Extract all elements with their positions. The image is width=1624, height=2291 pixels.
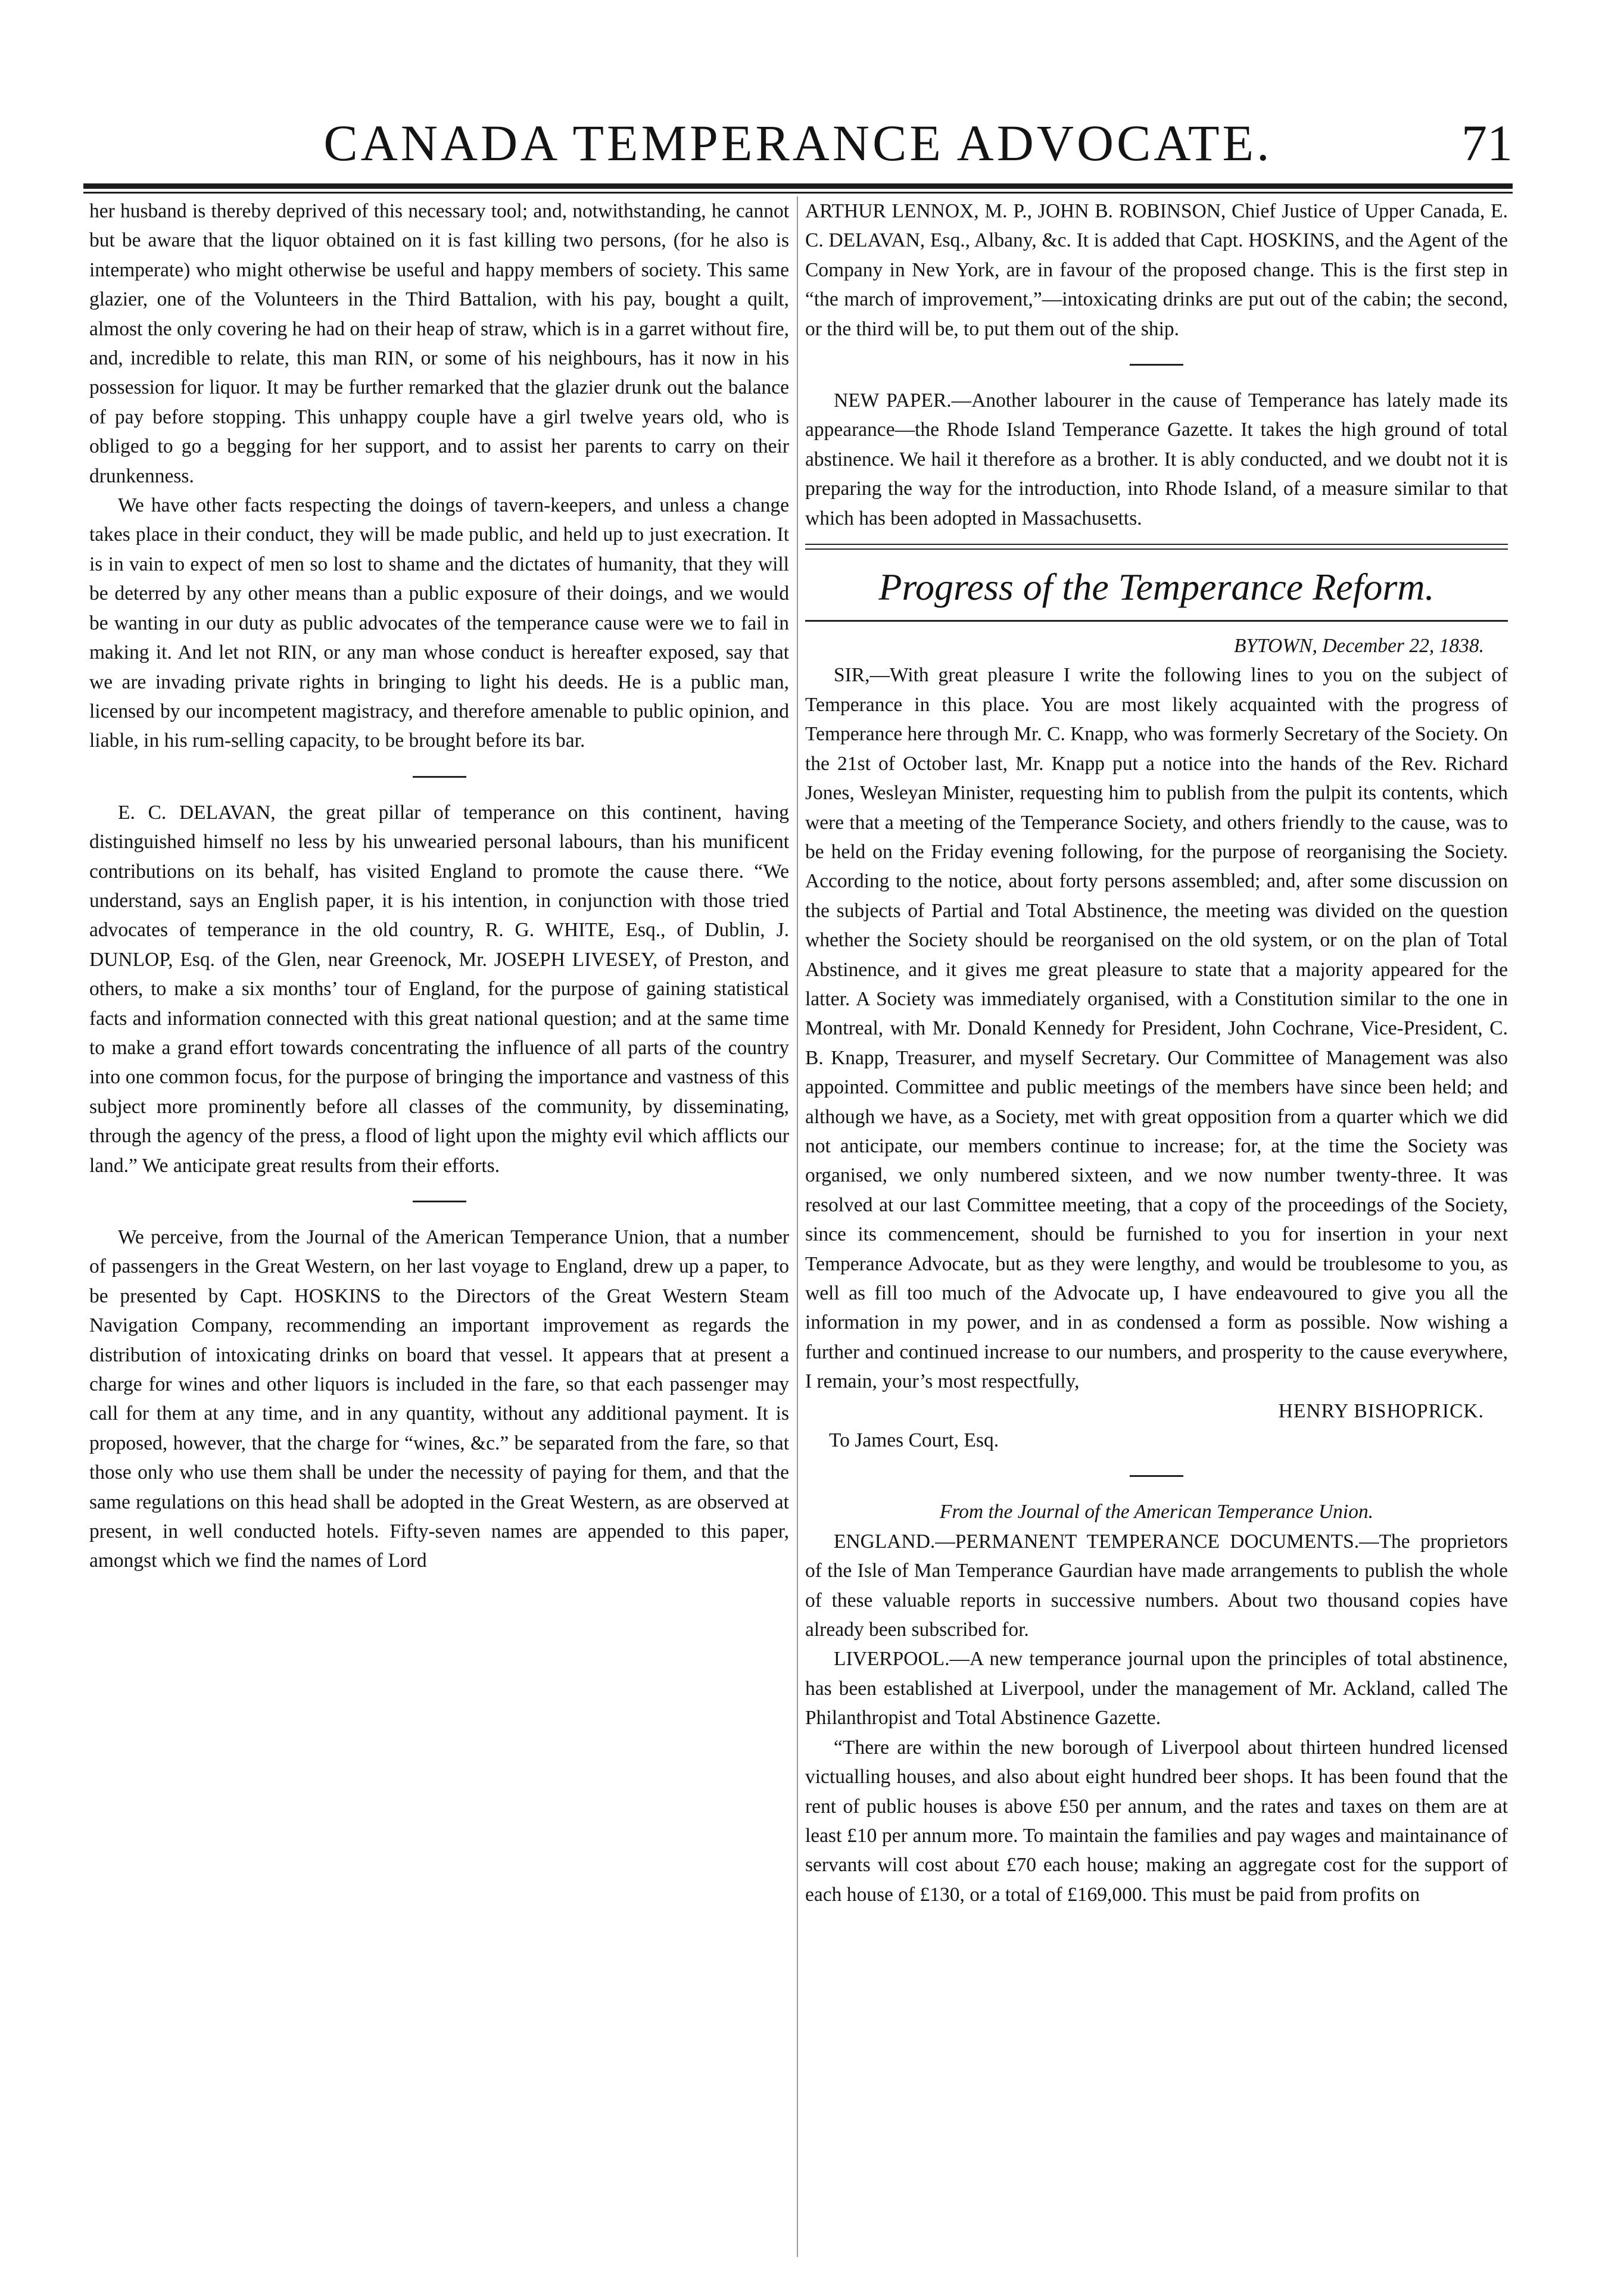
article-paragraph: E. C. DELAVAN, the great pillar of temperance on this continent, having distinguished himself no less by his unwearied personal labours, than his munificent contributions on its behalf, has visited England to promote the cause there. “We understand, says an English paper, it is his intention, in conjunction with those tried advocates of temperance in the old country, R. G. WHITE, Esq., of Dublin, J. DUNLOP, Esq. of the Glen, near Greenock, Mr. JOSEPH LIVESEY, of Preston, and others, to make a six months’ tour of England, for the purpose of gaining statistical facts and information connected with this great national question; and at the same time to make a grand effort towards concentrating the influence of all parts of the country into one common focus, for the purpose of bringing the importance and vastness of this subject more prominently before all classes of the community, by disseminating, through the agency of the press, a flood of light upon the mighty evil which afflicts our land.” We anticipate great results from their efforts. xyxy=(89,801,789,1177)
article-paragraph: We perceive, from the Journal of the American Temperance Union, that a number of passengers in the Great Western, on her last voyage to England, drew up a paper, to be presented by Capt. HOSKINS to the Directors of the Great Western Steam Navigation Company, recommending an important improvement as regards the distribution of intoxicating drinks on board that vessel. It appears that at present a charge for wines and other liquors is included in the fare, so that each passenger may call for them at any time, and in any quantity, without any additional payment. It is proposed, however, that the charge for “wines, &c.” be separated from the fare, so that those only who use them shall be under the necessity of paying for them, and that the same regulations on this head shall be adopted in the Great Western, as are observed at present, in well conducted hotels. Fifty-seven names are appended to this paper, amongst which we find the names of Lord xyxy=(89,1226,789,1572)
article-paragraph: ARTHUR LENNOX, M. P., JOHN B. ROBINSON, Chief Justice of Upper Canada, E. C. DELAVAN, Esq., Albany, &c. It is added that Capt. HOSKINS, and the Agent of the Company in New York, are in favour of the proposed change. This is the first step in “the march of improvement,”—intoxicating drinks are put out of the cabin; the second, or the third will be, to put them out of the ship. xyxy=(805,200,1508,340)
section-separator xyxy=(1130,364,1183,366)
column-divider xyxy=(797,197,798,2257)
letter-addressee: To James Court, Esq. xyxy=(829,1429,999,1452)
section-title-rule xyxy=(805,620,1508,622)
article-paragraph: We have other facts respecting the doings of tavern-keepers, and unless a change takes place in their conduct, they will be made public, and held up to just execration. It is in vain to expect of men so lost to shame and the dictates of humanity, that they will be deterred by any other means than a public exposure of their doings, and we would be wanting in our duty as public advocates of the temperance cause were we to fail in making it. And let not RIN, or any man whose conduct is hereafter exposed, say that we are invading private rights in bringing to light his deeds. He is a public man, licensed by our incompetent magistracy, and therefore amenable to public opinion, and liable, in his rum-selling capacity, to be brought before its bar. xyxy=(89,494,789,752)
header-rule-thin xyxy=(83,192,1513,194)
article-paragraph: LIVERPOOL.—A new temperance journal upon the principles of total abstinence, has been established at Liverpool, under the management of Mr. Ackland, called The Philanthropist and Total Abstinence Gazette. xyxy=(805,1648,1508,1729)
letter-signature: HENRY BISHOPRICK. xyxy=(1278,1399,1484,1422)
letter-body: SIR,—With great pleasure I write the following lines to you on the subject of Temperance in this place. You are most likely acquainted with the progress of Temperance here through Mr. C. Knapp, who was formerly Secretary of the Society. On the 21st of October last, Mr. Knapp put a notice into the hands of the Rev. Richard Jones, Wesleyan Minister, requesting him to publish from the pulpit its contents, which were that a meeting of the Temperance Society, and others friendly to the cause, was to be held on the Friday evening following, for the purpose of reorganising the Society. According to the notice, about forty persons assembled; and, after some discussion on the subjects of Partial and Total Abstinence, the meeting was divided on the question whether the Society should be reorganised on the old system, or on the plan of Total Abstinence, and it gives me great pleasure to state that a majority appeared for the latter. A Society was immediately organised, with a Constitution similar to the one in Montreal, with Mr. Donald Kennedy for President, John Cochrane, Vice-President, C. B. Knapp, Treasurer, and myself Secretary. Our Committee of Management was also appointed. Committee and public meetings of the members have since been held; and although we have, as a Society, met with great opposition from a quarter which we did not anticipate, our members continue to increase; for, at the time the Society was organised, we only numbered sixteen, and we now number twenty-three. It was resolved at our last Committee meeting, that a copy of the proceedings of the Society, since its commencement, should be furnished to you for insertion in your next Temperance Advocate, but as they were lengthy, and would be troublesome to you, as well as fill too much of the Advocate up, I have endeavoured to give you all the information in my power, and in as condensed a form as possible. Now wishing a further and continued increase to our numbers, and prosperity to the cause everywhere, I remain, your’s most respectfully, xyxy=(805,664,1508,1393)
left-column xyxy=(89,197,789,1576)
section-separator xyxy=(413,776,466,778)
section-rule-top xyxy=(805,544,1508,545)
article-paragraph: ENGLAND.—PERMANENT TEMPERANCE DOCUMENTS.—The proprietors of the Isle of Man Temperance Gaurdian have made arrangements to publish the whole of these valuable reports in successive numbers. About two thousand copies have already been subscribed for. xyxy=(805,1530,1508,1641)
section-separator xyxy=(413,1201,466,1202)
section-subhead: From the Journal of the American Temperance Union. xyxy=(939,1501,1374,1523)
article-paragraph: NEW PAPER.—Another labourer in the cause of Temperance has lately made its appearance—the Rhode Island Temperance Gazette. It takes the high ground of total abstinence. We hail it therefore as a brother. It is ably conducted, and we doubt not it is preparing the way for the introduction, into Rhode Island, of a measure similar to that which has been adopted in Massachusetts. xyxy=(805,389,1508,529)
section-title: Progress of the Temperance Reform. xyxy=(878,566,1435,609)
page-number: 71 xyxy=(1461,114,1513,172)
page-header xyxy=(83,110,1513,182)
section-separator xyxy=(1130,1475,1183,1477)
section-rule-top-2 xyxy=(805,548,1508,550)
header-rule-thick xyxy=(83,183,1513,189)
article-paragraph: her husband is thereby deprived of this necessary tool; and, notwithstanding, he cannot but be aware that the liquor obtained on it is fast killing two persons, (for he also is intemperate) who might otherwise be useful and happy members of society. This same glazier, one of the Volunteers in the Third Battalion, with his pay, bought a quilt, almost the only covering he had on their heap of straw, which is in a garret without fire, and, incredible to relate, this man RIN, or some of his neighbours, has it now in his possession for liquor. It may be further remarked that the glazier drunk out the balance of pay before stopping. This unhappy couple have a girl twelve years old, who is obliged to go a begging for her support, and to assist her parents to carry on their drunkenness. xyxy=(89,200,789,487)
right-column xyxy=(805,197,1508,1909)
article-paragraph: “There are within the new borough of Liverpool about thirteen hundred licensed victualling houses, and also about eight hundred beer shops. It has been found that the rent of public houses is above £50 per annum, and the rates and taxes on them are at least £10 per annum more. To maintain the families and pay wages and maintainance of servants will cost about £70 each house; making an aggregate cost for the support of each house of £130, or a total of £169,000. This must be paid from profits on xyxy=(805,1736,1508,1906)
masthead-title: CANADA TEMPERANCE ADVOCATE. xyxy=(323,114,1273,172)
letter-dateline: BYTOWN, December 22, 1838. xyxy=(1234,635,1484,657)
